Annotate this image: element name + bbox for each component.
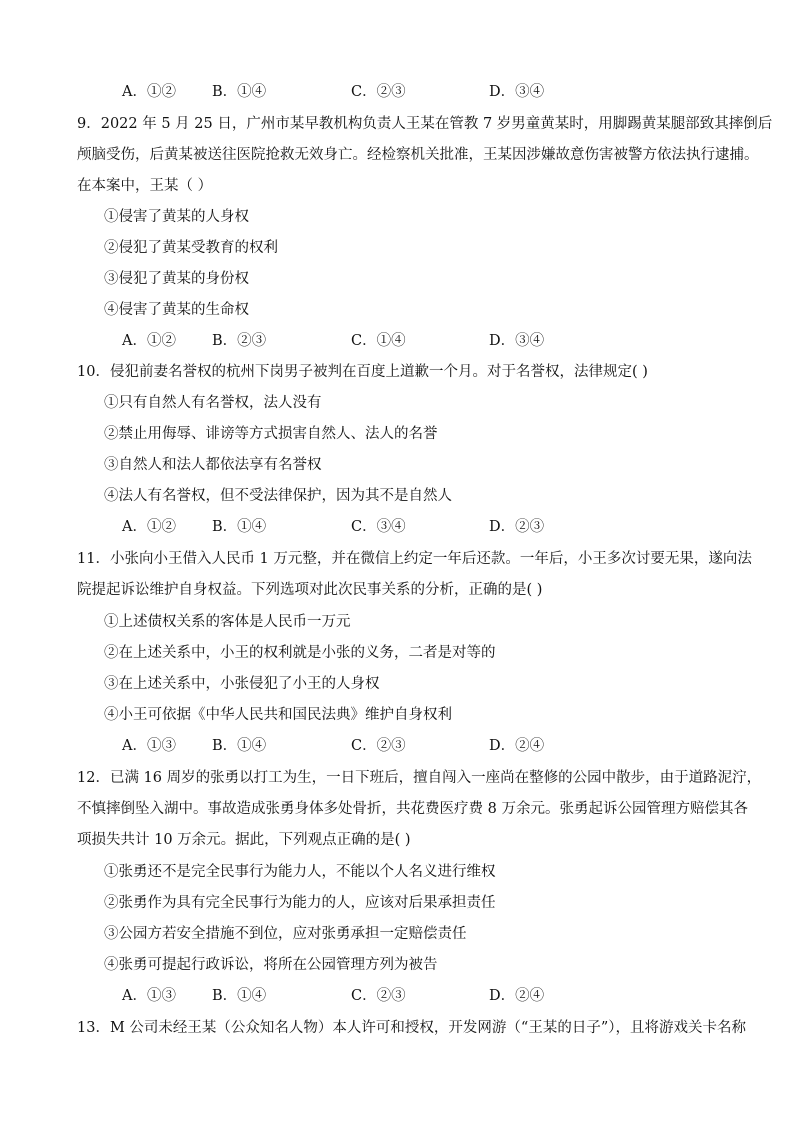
- q10-option-1: ①只有自然人有名誉权，法人没有: [104, 395, 322, 411]
- q11-stem-line-1: 11．小张向小王借入人民币 1 万元整，并在微信上约定一年后还款。一年后，小王多次讨要无果，遂向法: [77, 551, 752, 567]
- choice-c[interactable]: C．②③: [351, 738, 406, 754]
- choice-b[interactable]: B．①④: [212, 988, 267, 1004]
- q10-option-2: ②禁止用侮辱、诽谤等方式损害自然人、法人的名誉: [104, 426, 438, 442]
- q12-option-3: ③公园方若安全措施不到位，应对张勇承担一定赔偿责任: [104, 926, 467, 942]
- choice-a[interactable]: A．①②: [122, 84, 176, 100]
- q10-option-3: ③自然人和法人都依法享有名誉权: [104, 457, 322, 473]
- q9-stem-line-3: 在本案中，王某（ ）: [77, 178, 213, 194]
- q12-option-2: ②张勇作为具有完全民事行为能力的人，应该对后果承担责任: [104, 895, 496, 911]
- q12-stem-line-1: 12．已满 16 周岁的张勇以打工为生，一日下班后，擅自闯入一座尚在整修的公园中散步，由于道路泥泞，: [77, 770, 762, 786]
- q11-option-2: ②在上述关系中，小王的权利就是小张的义务，二者是对等的: [104, 645, 496, 661]
- choice-d[interactable]: D．③④: [489, 333, 545, 349]
- q9-option-2: ②侵犯了黄某受教育的权利: [104, 240, 278, 256]
- choice-b[interactable]: B．①④: [212, 519, 267, 535]
- choice-d[interactable]: D．②④: [489, 738, 545, 754]
- choice-d[interactable]: D．③④: [489, 84, 545, 100]
- q10-option-4: ④法人有名誉权，但不受法律保护，因为其不是自然人: [104, 488, 452, 504]
- q12-option-4: ④张勇可提起行政诉讼，将所在公园管理方列为被告: [104, 957, 438, 973]
- choice-b[interactable]: B．①④: [212, 738, 267, 754]
- q12-stem-line-2: 不慎摔倒坠入湖中。事故造成张勇身体多处骨折，共花费医疗费 8 万余元。张勇起诉公园管理方赔偿其各: [77, 801, 748, 817]
- q8-choices: [122, 82, 682, 102]
- choice-a[interactable]: A．①②: [122, 333, 176, 349]
- choice-b[interactable]: B．②③: [212, 333, 267, 349]
- q12-choices: [122, 986, 682, 1006]
- choice-c[interactable]: C．②③: [351, 988, 406, 1004]
- q9-stem-line-2: 颅脑受伤，后黄某被送往医院抢救无效身亡。经检察机关批准，王某因涉嫌故意伤害被警方依法执行逮捕。: [77, 147, 759, 163]
- choice-c[interactable]: C．①④: [351, 333, 406, 349]
- choice-a[interactable]: A．①②: [122, 519, 176, 535]
- q9-option-1: ①侵害了黄某的人身权: [104, 209, 249, 225]
- choice-c[interactable]: C．②③: [351, 84, 406, 100]
- q9-choices: [122, 331, 682, 351]
- choice-d[interactable]: D．②③: [489, 519, 545, 535]
- q10-stem-line-1: 10．侵犯前妻名誉权的杭州下岗男子被判在百度上道歉一个月。对于名誉权，法律规定( ): [77, 364, 648, 380]
- q10-choices: [122, 517, 682, 537]
- choice-a[interactable]: A．①③: [122, 738, 176, 754]
- choice-c[interactable]: C．③④: [351, 519, 406, 535]
- q11-option-4: ④小王可依据《中华人民共和国民法典》维护自身权利: [104, 707, 452, 723]
- q13-stem-line-1: 13．M 公司未经王某（公众知名人物）本人许可和授权，开发网游（“王某的日子”），且将游戏关卡名称: [77, 1020, 746, 1036]
- q9-option-4: ④侵害了黄某的生命权: [104, 302, 249, 318]
- q12-option-1: ①张勇还不是完全民事行为能力人，不能以个人名义进行维权: [104, 864, 496, 880]
- q9-option-3: ③侵犯了黄某的身份权: [104, 271, 249, 287]
- q11-option-3: ③在上述关系中，小张侵犯了小王的人身权: [104, 676, 380, 692]
- q11-stem-line-2: 院提起诉讼维护自身权益。下列选项对此次民事关系的分析，正确的是( ): [77, 582, 543, 598]
- choice-d[interactable]: D．②④: [489, 988, 545, 1004]
- q12-stem-line-3: 项损失共计 10 万余元。据此，下列观点正确的是( ): [77, 832, 411, 848]
- choice-a[interactable]: A．①③: [122, 988, 176, 1004]
- q11-choices: [122, 736, 682, 756]
- choice-b[interactable]: B．①④: [212, 84, 267, 100]
- q11-option-1: ①上述债权关系的客体是人民币一万元: [104, 614, 351, 630]
- q9-stem-line-1: 9．2022 年 5 月 25 日，广州市某早教机构负责人王某在管教 7 岁男童黄某时，用脚踢黄某腿部致其摔倒后: [77, 116, 773, 132]
